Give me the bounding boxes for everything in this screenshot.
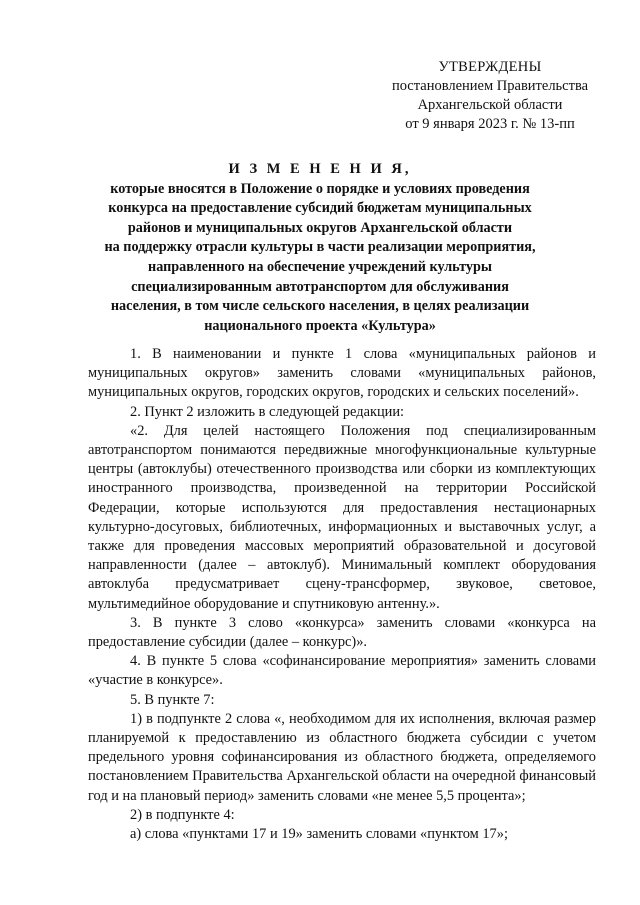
- approval-line: постановлением Правительства: [391, 78, 589, 94]
- heading-line: населения, в том числе сельского населения, в целях реализации: [110, 298, 530, 315]
- paragraph-subitem-a: а) слова «пунктами 17 и 19» заменить словами «пунктом 17»;: [130, 826, 508, 843]
- heading-line: национального проекта «Культура»: [204, 317, 436, 334]
- heading-title: И З М Е Н Е Н И Я,: [228, 161, 412, 177]
- paragraph-item-5: 5. В пункте 7:: [130, 691, 215, 708]
- heading-line: специализированным автотранспортом для обслуживания: [131, 278, 509, 295]
- heading-line: которые вносятся в Положение о порядке и условиях проведения: [110, 180, 530, 197]
- approval-line: Архангельской области: [417, 97, 563, 113]
- approval-title: УТВЕРЖДЕНЫ: [438, 59, 542, 75]
- paragraph-item-3: 3. В пункте 3 слово «конкурса» заменить словами «конкурса на предоставление субсидии (далее – конкурс)».: [88, 614, 596, 651]
- approval-date-line: от 9 января 2023 г. № 13-пп: [405, 116, 575, 132]
- heading-line: на поддержку отрасли культуры в части реализации мероприятия,: [104, 239, 536, 256]
- heading-line: конкурса на предоставление субсидий бюджетам муниципальных: [108, 200, 532, 217]
- paragraph-subitem-2: 2) в подпункте 4:: [130, 806, 235, 823]
- paragraph-item-4: 4. В пункте 5 слова «софинансирование мероприятия» заменить словами «участие в конкурсе».: [88, 653, 596, 689]
- paragraph-subitem-1: 1) в подпункте 2 слова «, необходимом для их исполнения, включая размер планируемой к предоставлению из областного бюджета субсидии с учетом предельного уровня софинансирования из областного бюджета, определяемого постановлением Правительства Архангельской области на очередной финансовый год и на плановый период» заменить словами «не менее 5,5 процента»;: [88, 710, 596, 804]
- paragraph-item-1: 1. В наименовании и пункте 1 слова «муниципальных районов и муниципальных округов» заменить словами «муниципальных районов, муниципальных округов, городских округов, городских и сельских поселений».: [88, 346, 596, 401]
- paragraph-item-2-text: «2. Для целей настоящего Положения под специализированным автотранспортом понимаются передвижные многофункциональные культурные центры (автоклубы) отечественного производства или сборки из комплектующих иностранного производства, произведенной на территории Российской Федерации, которые используются для предоставления нестационарных культурно-досуговых, библиотечных, информационных и выставочных услуг, а также для проведения массовых мероприятий образовательной и досуговой направленности (далее – автоклуб). Минимальный комплект оборудования автоклуба предусматривает сцену-трансформер, звуковое, световое, мультимедийное оборудование и спутниковую антенну.».: [88, 422, 596, 612]
- document-heading: [60, 160, 580, 336]
- document-body: [88, 345, 596, 844]
- approval-stamp: [370, 58, 610, 134]
- heading-line: районов и муниципальных округов Архангельской области: [127, 219, 513, 236]
- heading-line: направленного на обеспечение учреждений культуры: [148, 258, 492, 275]
- paragraph-item-2: 2. Пункт 2 изложить в следующей редакции:: [130, 403, 405, 420]
